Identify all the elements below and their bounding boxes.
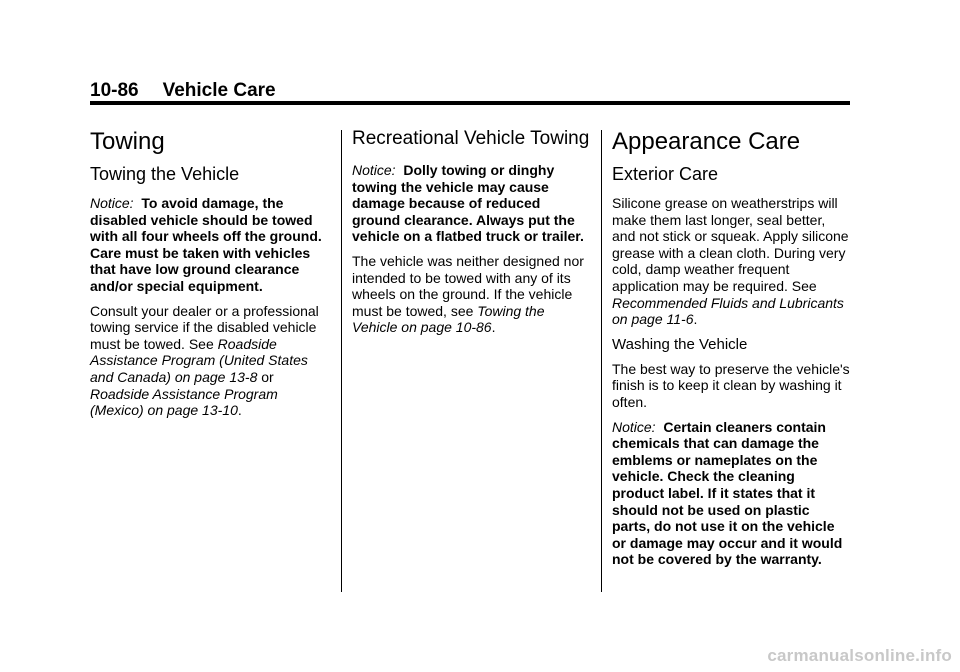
ref-recommended-fluids: Recommended Fluids and Lubricants on page 11-6 (612, 294, 844, 328)
notice-text: Certain cleaners contain chemicals that can damage the emblems or nameplates on the vehicle. Check the cleaning product label. If it states that it should not be used on plastic parts, do not use it on the vehicle or damage may occur and it would not be covered by the warranty. (612, 418, 843, 568)
heading-washing-the-vehicle: Washing the Vehicle (612, 335, 748, 353)
paragraph-text: Consult your dealer or a professional towing service if the disabled vehicle must be towed. See (90, 302, 319, 352)
column-3 (612, 128, 850, 576)
notice-label: Notice: (352, 162, 396, 178)
header-rule (90, 101, 850, 105)
notice-towing (90, 195, 328, 295)
ref-roadside-mexico: Roadside Assistance Program (Mexico) on page 13-10 (90, 385, 278, 419)
notice-label: Notice: (612, 418, 656, 435)
paragraph-text: Silicone grease on weatherstrips will make them last longer, seal better, and not stick or squeak. Apply silicone grease with a clean cloth. During very cold, damp weather frequent application may be required. See (612, 195, 849, 294)
column-2 (352, 128, 590, 344)
paragraph-silicone-grease (612, 195, 850, 328)
column-1 (90, 128, 328, 427)
heading-towing: Towing (90, 128, 165, 155)
paragraph-preserve-finish: The best way to preserve the vehicle's finish is to keep it clean by washing it often. (612, 360, 850, 410)
page-header (90, 80, 276, 102)
heading-towing-the-vehicle: Towing the Vehicle (90, 164, 240, 184)
column-divider-2 (601, 130, 602, 592)
heading-recreational-vehicle-towing: Recreational Vehicle Towing (352, 128, 590, 149)
paragraph-text-or: or (257, 368, 274, 385)
watermark: carmanualsonline.info (767, 646, 952, 665)
notice-dolly-towing (352, 162, 590, 245)
column-divider-1 (341, 130, 342, 592)
paragraph-consult-dealer (90, 303, 328, 419)
ref-roadside-us-canada: Roadside Assistance Program (United States and Canada) on page 13-8 (90, 335, 308, 385)
heading-appearance-care: Appearance Care (612, 128, 801, 155)
paragraph-end: . (237, 402, 242, 419)
paragraph-end: . (693, 311, 698, 328)
notice-text: Dolly towing or dinghy towing the vehicle may cause damage because of reduced ground clearance. Always put the vehicle on a flatbed truck or trailer. (352, 162, 584, 245)
page-number: 10-86 (90, 80, 139, 101)
ref-towing-the-vehicle: Towing the Vehicle on page 10-86 (352, 302, 545, 336)
notice-text: To avoid damage, the disabled vehicle should be towed with all four wheels off the ground. Care must be taken with vehicles that have low ground clearance and/or special equipment. (90, 195, 322, 294)
notice-label: Notice: (90, 195, 134, 211)
heading-exterior-care: Exterior Care (612, 164, 719, 184)
paragraph-not-designed (352, 253, 590, 336)
section-title: Vehicle Care (162, 80, 276, 101)
paragraph-text: The vehicle was neither designed nor intended to be towed with any of its wheels on the ground. If the vehicle must be towed, see (352, 252, 584, 319)
paragraph-end: . (491, 319, 496, 336)
notice-cleaners (612, 419, 850, 568)
